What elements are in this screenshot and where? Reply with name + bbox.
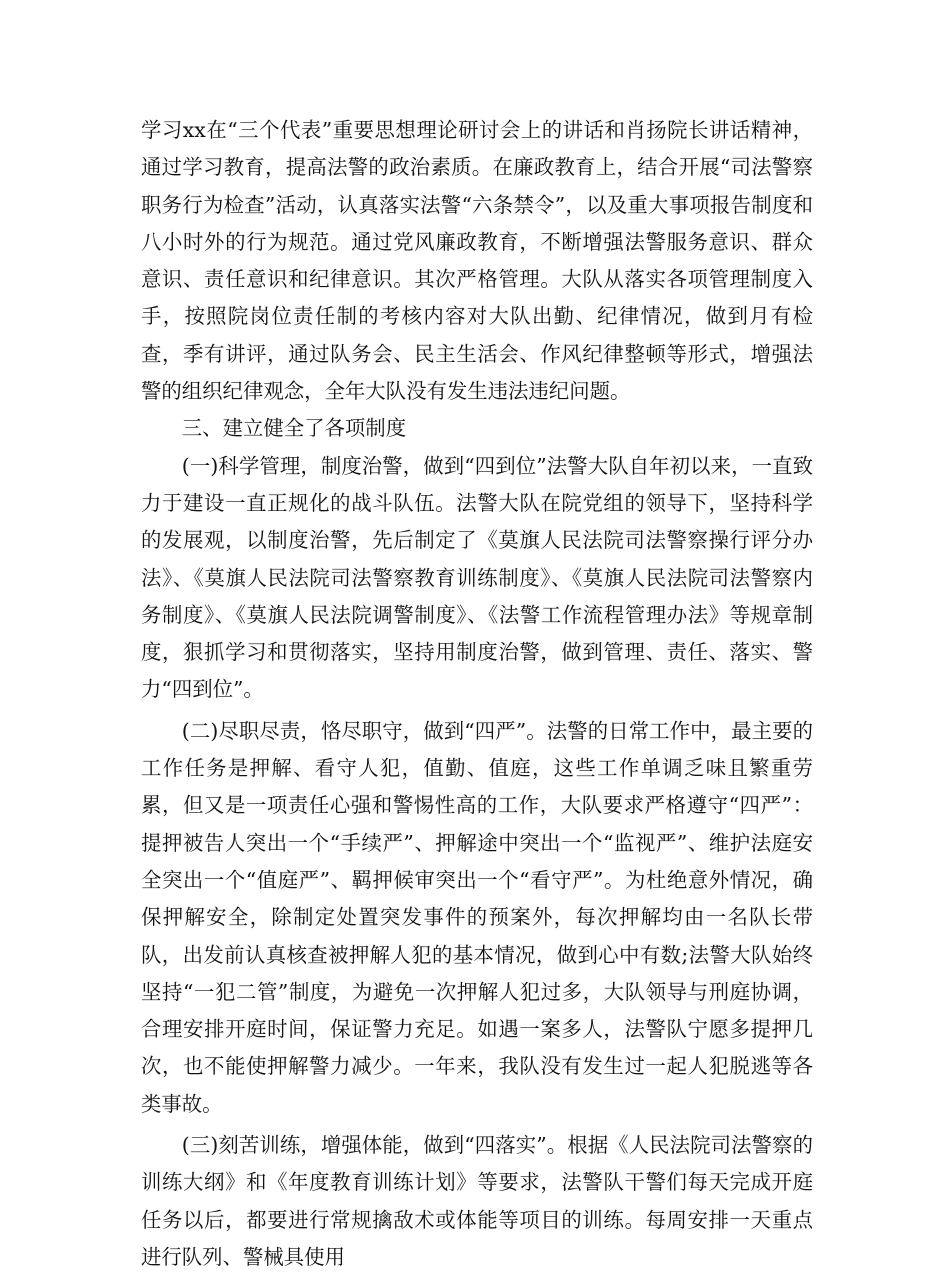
paragraph-study-education: 学习xx在“三个代表”重要思想理论研讨会上的讲话和肖扬院长讲话精神，通过学习教育，提高法警的政治素质。在廉政教育上，结合开展“司法警察职务行为检查”活动，认真落实法警“六条禁令”，以及重大事项报告制度和八小时外的行为规范。通过党风廉政教育，不断增强法警服务意识、群众意识、责任意识和纪律意识。其次严格管理。大队从落实各项管理制度入手，按照院岗位责任制的考核内容对大队出勤、纪律情况，做到月有检查，季有讲评，通过队务会、民主生活会、作风纪律整顿等形式，增强法警的组织纪律观念，全年大队没有发生违法违纪问题。 [141,118,813,404]
section-heading-systems: 三、建立健全了各项制度 [181,416,407,441]
document-body [141,112,813,1276]
paragraph-duty-four-strict: (二)尽职尽责，恪尽职守，做到“四严”。法警的日常工作中，最主要的工作任务是押解、看守人犯，值勤、值庭，这些工作单调乏味且繁重劳累，但又是一项责任心强和警惕性高的工作，大队要求严格遵守“四严”：提押被告人突出一个“手续严”、押解途中突出一个“监视严”、维护法庭安全突出一个“值庭严”、羁押候审突出一个“看守严”。为杜绝意外情况，确保押解安全，除制定处置突发事件的预案外，每次押解均由一名队长带队，出发前认真核查被押解人犯的基本情况，做到心中有数;法警大队始终坚持“一犯二管”制度，为避免一次押解人犯过多，大队领导与刑庭协调，合理安排开庭时间，保证警力充足。如遇一案多人，法警队宁愿多提押几次，也不能使押解警力减少。一年来，我队没有发生过一起人犯脱逃等各类事故。 [141,718,813,1116]
paragraph-training: (三)刻苦训练，增强体能，做到“四落实”。根据《人民法院司法警察的训练大纲》和《年度教育训练计划》等要求，法警队干警们每天完成开庭任务以后，都要进行常规擒敌术或体能等项目的训练。每周安排一天重点进行队列、警械具使用 [141,1133,813,1269]
paragraph-scientific-management: (一)科学管理，制度治警，做到“四到位”法警大队自年初以来，一直致力于建设一直正规化的战斗队伍。法警大队在院党组的领导下，坚持科学的发展观，以制度治警，先后制定了《莫旗人民法院司法警察操行评分办法》、《莫旗人民法院司法警察教育训练制度》、《莫旗人民法院司法警察内务制度》、《莫旗人民法院调警制度》、《法警工作流程管理办法》等规章制度，狠抓学习和贯彻落实，坚持用制度治警，做到管理、责任、落实、警力“四到位”。 [141,453,813,702]
